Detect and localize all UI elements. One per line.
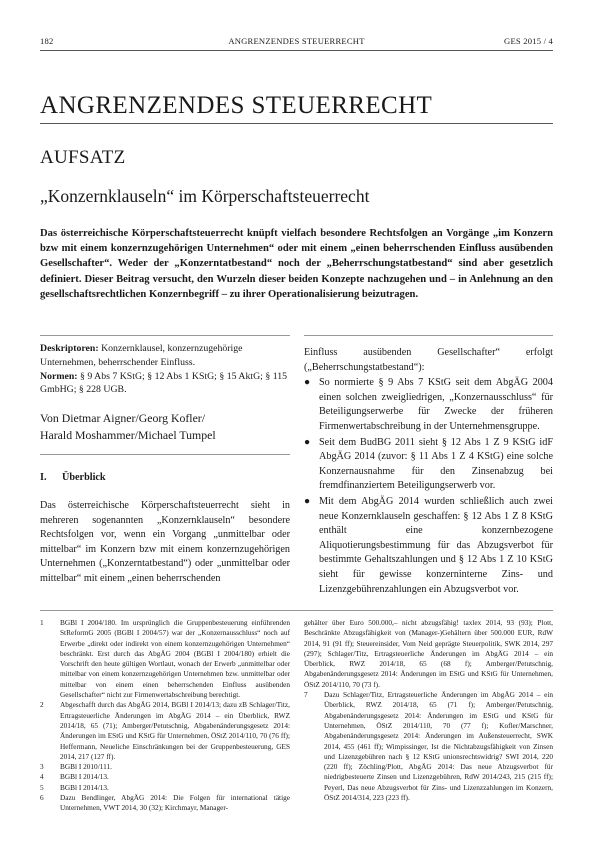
bullet-icon: ● xyxy=(304,377,311,389)
norms-text: § 9 Abs 7 KStG; § 12 Abs 1 KStG; § 15 AktG; § 115 GmbHG; § 228 UGB. xyxy=(40,370,288,396)
footnote-number: 3 xyxy=(40,762,44,772)
footnote-number: 6 xyxy=(40,793,44,803)
footnote-text: Dazu Schlager/Titz, Ertragsteuerliche Änderungen im AbgÄG 2014 – ein Überblick, RWZ 2014/18, 65 (71 f); Amberger/Petutschnig, Abgabenänderungsgesetz 2014: Änderungen im EStG und KStG für Unternehmen, ÖStZ 2014/110, 70 (77 f); Kofler/Marschner, Abgabenänderungsgesetz 2014: Änderungen im Außensteuerrecht, SWK 2014, 455 (461 ff); Wimpissinger, Ist die Nichtabzugsfähigkeit von Zinsen und Lizenzgebühren nach § 12 KStG unionsrechtswidrig? SWI 2014, 220 (220 ff); Zöchling/Plott, AbgÄG 2014: Das neue Abzugsverbot für niedrigbesteuerte Zinsen und Lizenzgebühren, RdW 2014/243, 215 (215 ff); Peyerl, Das neue Abzugsverbot für Zins- und Lizenzzahlungen im Konzern, ÖStZ 2014/314, 223 (223 ff). xyxy=(324,690,553,803)
bullet-icon: ● xyxy=(304,436,311,448)
header-rule xyxy=(40,50,553,51)
footnote-number: 2 xyxy=(40,700,44,710)
body-intro: Einfluss ausübenden Gesellschafter“ erfolgt („Beherrschungstatbestand“): xyxy=(304,347,553,373)
footnote xyxy=(40,783,290,793)
author-line: Harald Moshammer/Michael Tumpel xyxy=(40,428,216,442)
footnote-continuation: gehälter über Euro 500.000,– nicht abzugsfähig! taxlex 2014, 93 (93); Plott, Beschränkte Abzugsfähigkeit von (Manager-)Gehältern über 500.000 EUR, RdW 2014, 91 (91 ff); Steuereinsider, Vom Neid geprägte Steuerpolitik, SWK 2014, 297 (297); Schlager/Titz, Ertragsteuerliche Änderungen im AbgÄG 2014 – ein Überblick, RWZ 2014/18, 65 (68 f); Amberger/Petutschnig, Abgabenänderungsgesetz 2014: Änderungen im EStG und KStG für Unternehmen, ÖStZ 2014/110, 70 (73 f). xyxy=(304,618,553,689)
bullet-text: So normierte § 9 Abs 7 KStG seit dem AbgÄG 2004 einen solchen zweigliedrigen, „Konzernausschluss“ für Beteiligungserwerbe für Zwecke der früheren Firmenwertabschreibung in der Unternehmensgruppe. xyxy=(319,377,553,432)
norms-label: Normen: xyxy=(40,370,78,382)
bullet-item xyxy=(304,436,553,494)
bullet-text: Mit dem AbgÄG 2014 wurden schließlich auch zwei neue Konzernklauseln geschaffen: § 12 Abs 1 Z 8 KStG enthält eine konzernbezogene Aliquotierungsbestimmung für das Abzugsverbot für bestimmte Gehaltszahlungen und § 12 Abs 1 Z 10 KStG sieht für gewisse konzerninterne Zins- und Lizenzgebührenzahlungen ein Abzugsverbot vor. xyxy=(319,495,553,595)
descriptors xyxy=(40,342,290,370)
article-title: „Konzernklauseln“ im Körperschaftsteuerrecht xyxy=(40,186,370,206)
footnote-number: 4 xyxy=(40,772,44,782)
section-title: ANGRENZENDES STEUERRECHT xyxy=(40,92,433,119)
authors xyxy=(40,410,290,444)
body-text-right xyxy=(304,346,553,597)
column-rule-left xyxy=(40,335,290,336)
footnote-number: 5 xyxy=(40,782,44,792)
bullet-item xyxy=(304,495,553,597)
descriptors-text: Konzernklausel, konzernzugehörige Unternehmen, beherrschender Einfluss. xyxy=(40,343,243,368)
issue-label: GES 2015 / 4 xyxy=(504,36,553,46)
footnote xyxy=(40,700,290,762)
footnote-number: 7 xyxy=(304,690,308,700)
footnote-text: BGBl I 2014/13. xyxy=(60,772,109,782)
section-heading xyxy=(40,472,290,483)
section-heading-title: Überblick xyxy=(62,472,106,483)
footnote xyxy=(40,772,290,782)
norms xyxy=(40,370,290,398)
bullet-text: Seit dem BudBG 2011 sieht § 12 Abs 1 Z 9 KStG idF AbgÄG 2014 (zuvor: § 11 Abs 1 Z 4 KStG) eine solche Konzernausnahme für den Zinsenabzug bei fremdfinanziertem Beteiligungserwerb vor. xyxy=(319,436,553,492)
footnote xyxy=(40,762,290,772)
footnote-text: Dazu Bendlinger, AbgÄG 2014: Die Folgen für international tätige Unternehmen, VWT 2014, 30 (32); Kirchmayr, Manager- xyxy=(60,793,290,813)
abstract: Das österreichische Körperschaftsteuerrecht knüpft vielfach besondere Rechtsfolgen an Vorgänge „im Konzern bzw mit einem konzernzugehörigen Unternehmen“ oder mit einem „einen beherrschenden Einfluss ausübenden Gesellschafter“. Weder der „Konzerntatbestand“ noch der „Beherrschungstatbestand“ sind aber gesetzlich definiert. Dieser Beitrag versucht, den Wurzeln dieser beiden Konzepte nachzugehen und – in Anlehnung an den gesellschaftsrechtlichen Konzernbegriff – zu ihrer Operationalisierung beizutragen. xyxy=(40,228,553,300)
footnote-rule xyxy=(40,610,553,611)
descriptors-label: Deskriptoren: xyxy=(40,343,99,354)
meta-block xyxy=(40,342,290,397)
bullet-icon: ● xyxy=(304,495,311,507)
footnote-text: BGBl I 2004/180. Im ursprünglich die Gruppenbesteuerung einführenden StReformG 2005 (BGBl I 2004/57) war der „Konzernausschluss“ noch auf Erwerbe „direkt oder indirekt von einem konzernzugehörigen Unternehmen“ beschränkt. Erst durch das AbgÄG 2004 (BGBl I 2004/180) erhielt die Vorschrift den heute gültigen Wortlaut, wonach der Erwerb „unmittelbar oder mittelbar von einem konzernzugehörigen Unternehmen bzw. unmittelbar oder mittelbar von einem einen beherrschenden Einfluss ausübenden Gesellschafter“ nicht zur Firmenwertabschreibung berechtigt. xyxy=(60,618,290,700)
footnote-text: BGBl I 2010/111. xyxy=(60,762,112,772)
section-rule xyxy=(40,123,553,124)
footnote-text: BGBl I 2014/13. xyxy=(60,782,109,792)
footnote xyxy=(40,618,290,700)
column-rule-right xyxy=(304,335,553,336)
footnotes-left xyxy=(40,618,290,814)
page-number: 182 xyxy=(40,36,54,46)
running-header-section: ANGRENZENDES STEUERRECHT xyxy=(228,36,365,46)
footnote xyxy=(304,690,553,803)
authors-rule xyxy=(40,454,290,455)
footnotes-right xyxy=(304,618,553,803)
footnote-number: 1 xyxy=(40,618,44,627)
footnote-text: Abgeschafft durch das AbgÄG 2014, BGBl I 2014/13; dazu zB Schlager/Titz, Ertragsteuerliche Änderungen im AbgÄG 2014 – ein Überblick, RWZ 2014/18, 65 (71); Amberger/Petutschnig, Abgabenänderungsgesetz 2014: Änderungen im EStG und KStG für Unternehmen, ÖStZ 2014/110, 70 (76 ff); Heffermann, Neueliche Einschränkungen bei der Gruppenbesteuerung, GES 2014, 217 (127 ff). xyxy=(60,700,290,761)
footnote xyxy=(40,793,290,814)
section-heading-number: I. xyxy=(40,472,47,483)
author-line: Von Dietmar Aigner/Georg Kofler/ xyxy=(40,411,206,425)
bullet-item xyxy=(304,376,553,434)
article-type: AUFSATZ xyxy=(40,147,126,168)
body-text-left: Das österreichische Körperschaftsteuerrecht sieht in mehreren sogenannten „Konzernklauseln“ besondere Rechtsfolgen vor, wenn ein Vorgang „unmittelbar oder mittelbar“ im Konzern bzw mit einem konzernzugehörigen Unternehmen („Konzerntatbestand“) oder „unmittelbar oder mittelbar“ mit einem „einen beherrschenden xyxy=(40,500,290,584)
